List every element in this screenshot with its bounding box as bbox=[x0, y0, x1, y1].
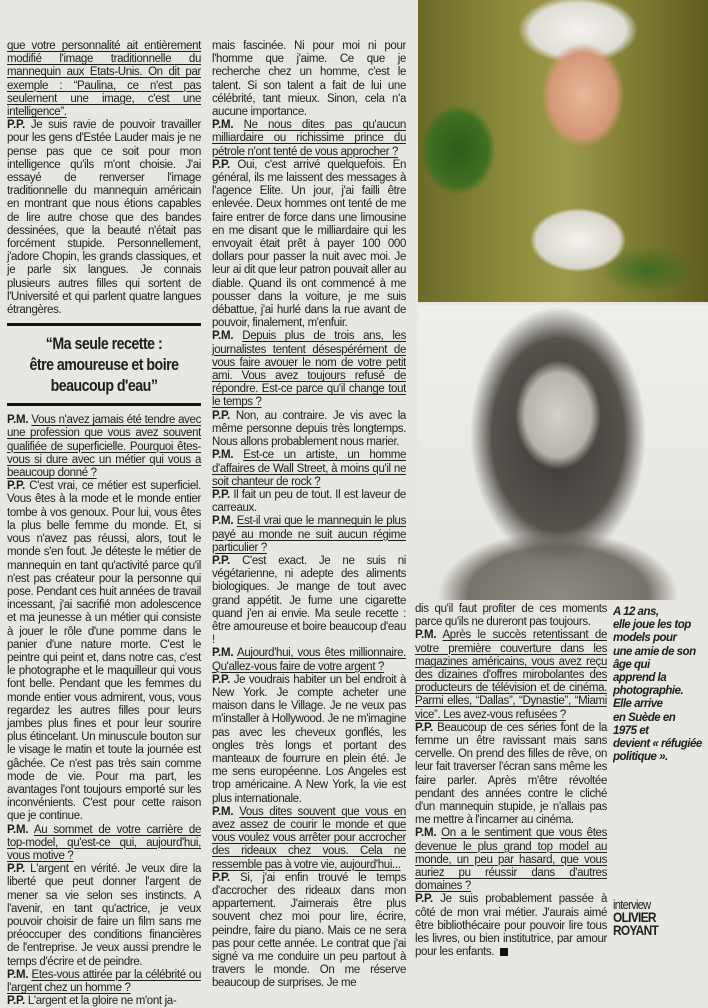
interviewee-answer bbox=[212, 410, 406, 450]
speaker-label: P.M. bbox=[212, 647, 234, 660]
speaker-label: P.P. bbox=[212, 554, 230, 567]
interviewee-answer bbox=[212, 40, 406, 119]
paragraph-text: Beaucoup de ces séries font de la femme un être ravissant mais sans cervelle. On prend des filles de rêve, on leur fait traverser l'écran sans même les faire parler. Après m'être révoltée pendant des années contre le cliché d'un mannequin stupide, je n'allais pas me mettre à l'incarner au cinéma. bbox=[415, 721, 607, 827]
interviewee-answer bbox=[212, 555, 406, 647]
section-rule bbox=[7, 403, 201, 406]
caption-line: photographie. bbox=[613, 685, 684, 698]
interviewer-question bbox=[212, 449, 406, 489]
speaker-label: P.M. bbox=[415, 827, 437, 840]
headline-line: “Ma seule recette : bbox=[45, 335, 163, 354]
speaker-label: P.M. bbox=[212, 119, 234, 132]
paragraph-text: Aujourd'hui, vous êtes millionnaire. Qu'allez-vous faire de votre argent ? bbox=[212, 647, 407, 673]
article-column-1 bbox=[7, 40, 201, 1008]
interviewer-question bbox=[7, 969, 201, 995]
interviewer-question bbox=[212, 515, 406, 555]
interviewer-question bbox=[7, 40, 201, 119]
section-rule bbox=[7, 323, 201, 326]
paragraph-text: Après le succès retentissant de votre première couverture dans les magazines américains, vous avez reçu des dizaines d'offres mirobolantes des producteurs de télévision et de cinéma. Parmi elles, “Dallas”, “Dynastie”, “Miami vice”. Les avez-vous refusées ? bbox=[415, 629, 607, 721]
childhood-portrait-photo bbox=[418, 305, 708, 600]
paragraph-text: Depuis plus de trois ans, les journalistes tentent désespérément de vous faire avouer le nom de votre petit ami. Vous avez toujours refusé de répondre. Est-ce parce qu'il change tout le temps ? bbox=[212, 330, 406, 409]
caption-line: elle joue les top bbox=[613, 619, 691, 632]
speaker-label: P.P. bbox=[212, 673, 230, 686]
paragraph-text: Est-il vrai que le mannequin le plus payé au monde ne suit aucun régime particulier ? bbox=[212, 515, 406, 554]
paragraph-text: Je suis probablement passée à côté de mon vrai métier. J'aurais aimé être bibliothécaire pour pouvoir lire tous les livres, ou bien institutrice, par amour pour les enfants. bbox=[415, 893, 607, 959]
caption-line: Elle arrive bbox=[613, 698, 663, 711]
interviewee-answer bbox=[212, 674, 406, 806]
pull-quote-headline bbox=[21, 334, 188, 397]
paragraph-text: Etes-vous attirée par la célébrité ou l'argent chez un homme ? bbox=[7, 968, 201, 994]
interviewee-answer bbox=[212, 159, 406, 331]
paragraph-text: Oui, c'est arrivé quelquefois. En général, ils me laissent des messages à l'agence Elite. Un jour, j'ai failli être enlevée. Deux hommes ont tenté de me faire entrer de force dans une limousine en me disant que le milliardaire qui les envoyait était prêt à payer 100 000 dollars pour passer la nuit avec moi. Je leur ai dit que leur patron pouvait aller au diable. Quand ils ont commencé à me pousser dans la voiture, je me suis débattue, j'ai hurlé dans la rue avant de pouvoir, finalement, m'enfuir. bbox=[212, 158, 406, 330]
speaker-label: P.M. bbox=[7, 968, 29, 981]
paragraph-text: Il fait un peu de tout. Il est laveur de carreaux. bbox=[212, 488, 406, 515]
paragraph-text: Si, j'ai enfin trouvé le temps d'accrocher des rideaux dans mon appartement. J'aimerais être plus souvent chez moi pour lire, écrire, peindre, faire du piano. Mais ce ne sera pas pour cette année. Le contrat que j'ai signé va me conduire un peu partout à travers le monde. On me réserve beaucoup de surprises. Je me bbox=[212, 871, 406, 990]
caption-line: A 12 ans, bbox=[613, 606, 659, 618]
speaker-label: P.M. bbox=[212, 330, 234, 343]
speaker-label: P.P. bbox=[212, 409, 230, 422]
headline-line: beaucoup d'eau” bbox=[50, 377, 158, 396]
interviewee-answer bbox=[415, 893, 607, 959]
end-mark bbox=[500, 948, 508, 956]
headline-line: être amoureuse et boire bbox=[29, 356, 179, 375]
speaker-label: P.M. bbox=[212, 449, 234, 462]
paragraph-text: Je suis ravie de pouvoir travailler pour les gens d'Estée Lauder mais je ne pense pas que ce soit pour mon intelligence qu'ils m'ont choisie. J'ai essayé de renverser l'image traditionnelle du mannequin américain en montrant que nous étions capables de lire autre chose que des bandes dessinées, que la beauté n'était pas forcément stupide. Personnellement, j'adore Chopin, les grands classiques, et je parle six langues. Je connais plusieurs autres filles qui sortent de l'Université et qui parlent quatre langues étrangères. bbox=[7, 119, 201, 317]
credit-label: interview bbox=[613, 897, 651, 912]
paragraph-text: Vous dites souvent que vous en avez assez de courir le monde et que vous voulez vous arrêter pour accrocher des rideaux chez vous. Cela ne ressemble pas à votre vie, aujourd'hui... bbox=[212, 805, 406, 871]
speaker-label: P.P. bbox=[415, 893, 433, 906]
interviewer-question bbox=[212, 806, 406, 872]
interviewee-answer bbox=[212, 489, 406, 515]
paragraph-text: Vous n'avez jamais été tendre avec une profession que vous avez souvent qualifiée de superficielle. Pourquoi êtes-vous si dure avec un métier qui vous a beaucoup donné ? bbox=[7, 414, 201, 480]
caption-line: une amie de son bbox=[613, 645, 696, 658]
speaker-label: P.P. bbox=[7, 995, 25, 1008]
speaker-label: P.M. bbox=[212, 805, 234, 818]
paragraph-text: mais fascinée. Ni pour moi ni pour l'homme que j'aime. Ce que je recherche chez un homme, c'est le talent. Si son talent a fait de lui une célébrité, tant mieux. Sinon, cela n'a aucune importance. bbox=[212, 40, 406, 119]
speaker-label: P.P. bbox=[212, 871, 230, 884]
speaker-label: P.M. bbox=[7, 414, 29, 427]
speaker-label: P.P. bbox=[415, 721, 433, 734]
speaker-label: P.P. bbox=[212, 488, 230, 501]
interviewee-answer bbox=[415, 603, 607, 629]
interviewee-answer bbox=[7, 119, 201, 317]
interviewee-answer bbox=[415, 722, 607, 828]
speaker-label: P.M. bbox=[7, 823, 29, 836]
speaker-label: P.P. bbox=[212, 158, 230, 171]
speaker-label: P.M. bbox=[415, 629, 437, 642]
paragraph-text: On a le sentiment que vous êtes devenue le plus grand top model au monde, un peu par hasard, que vous auriez pu réussir dans d'autres domaines ? bbox=[415, 827, 607, 893]
speaker-label: P.P. bbox=[7, 119, 25, 132]
paragraph-text: C'est exact. Je ne suis ni végétarienne, ni adepte des aliments biologiques. Je mange de tout avec grand appétit. Je fume une cigarette quand j'en ai envie. Ma seule recette : être amoureuse et boire beaucoup d'eau ! bbox=[212, 554, 406, 647]
paragraph-text: C'est vrai, ce métier est superficiel. Vous êtes à la mode et le monde entier tombe à vos genoux. Pour lui, vous êtes la plus belle femme du monde. Et, si vous n'avez pas réussi, alors, tout le monde s'en fout. Je déteste le métier de mannequin en tant qu'activité parce qu'il n'est pas créateur pour la personne qui pose. Pendant ces huit années de travail incessant, j'ai sacrifié mon adolescence et ma jeunesse à un métier qui consiste à jouer le rôle d'une pomme dans le panier d'une nature morte. C'est le peintre qui peint et, dans notre cas, c'est le photographe et le maquilleur qui vous font belle. Pendant que les femmes du monde entier vous admirent, vous, vous regardez les autres filles pour leurs jambes plus fines et pour leur sourire plus étincelant. Un minuscule bouton sur le visage le matin et toute la journée est gâchée. Ce n'est pas très sain comme mode de vie. Pour ma part, les avantages l'ont toujours emporté sur les inconvénients. C'est pour cette raison que je continue. bbox=[7, 480, 201, 823]
paragraph-text: Je voudrais habiter un bel endroit à New York. Je compte acheter une maison dans le Village. Je ne veux pas m'installer à Hollywood. Je ne m'imagine pas avec les cheveux gonflés, les ongles très longs et portant des manteaux de fourrure en plein été. Je me sens européenne. Los Angeles est trop américaine. A New York, la vie est plus internationale. bbox=[212, 673, 406, 805]
interviewer-question bbox=[415, 827, 607, 893]
paragraph-text: Au sommet de votre carrière de top-model, qu'est-ce qui, aujourd'hui, vous motive ? bbox=[7, 823, 201, 862]
caption-line: 1975 et bbox=[613, 724, 649, 737]
article-column-2 bbox=[212, 40, 406, 991]
credit-last-name: ROYANT bbox=[613, 922, 659, 938]
interviewee-answer bbox=[7, 863, 201, 969]
color-portrait-photo bbox=[418, 0, 708, 302]
interview-credit bbox=[613, 898, 658, 937]
speaker-label: P.P. bbox=[7, 863, 25, 876]
interviewer-question bbox=[212, 330, 406, 409]
caption-line: models pour bbox=[613, 632, 677, 645]
interviewee-answer bbox=[7, 995, 201, 1008]
interviewee-answer bbox=[212, 872, 406, 991]
interviewee-answer bbox=[7, 480, 201, 823]
article-column-3 bbox=[415, 603, 607, 959]
caption-line: âge qui bbox=[613, 658, 650, 671]
interviewer-question bbox=[212, 119, 406, 159]
paragraph-text: L'argent et la gloire ne m'ont ja- bbox=[27, 995, 177, 1008]
photo-caption bbox=[613, 606, 708, 764]
credit-first-name: OLIVIER bbox=[613, 909, 656, 925]
caption-line: en Suède en bbox=[613, 711, 676, 724]
paragraph-text: L'argent en vérité. Je veux dire la liberté que peut donner l'argent de mener sa vie selon ses instincts. A l'avenir, en tant qu'actrice, je veux pouvoir choisir de faire un film sans me préoccuper des conditions financières de l'entreprise. Je veux aussi prendre le temps d'écrire et de peindre. bbox=[7, 863, 201, 968]
paragraph-text: dis qu'il faut profiter de ces moments parce qu'ils ne dureront pas toujours. bbox=[415, 603, 607, 629]
paragraph-text: Ne nous dites pas qu'aucun milliardaire ou richissime prince du pétrole n'ont tenté de vous approcher ? bbox=[212, 119, 406, 158]
interviewer-question bbox=[7, 824, 201, 864]
speaker-label: P.P. bbox=[7, 480, 25, 493]
speaker-label: P.M. bbox=[212, 515, 234, 528]
paragraph-text: Non, au contraire. Je vis avec la même personne depuis très longtemps. Nous allons probablement nous marier. bbox=[212, 409, 406, 449]
caption-line: apprend la bbox=[613, 672, 667, 685]
caption-line: politique ». bbox=[613, 751, 668, 764]
paragraph-text: Est-ce un artiste, un homme d'affaires de Wall Street, à moins qu'il ne soit chanteur de rock ? bbox=[212, 449, 406, 488]
caption-line: devient « réfugiée bbox=[613, 738, 702, 751]
interviewer-question bbox=[415, 629, 607, 721]
paragraph-text: que votre personnalité ait entièrement modifié l'image traditionnelle du mannequin aux Etats-Unis. On dit par exemple : “Paulina, ce n'est pas seulement une image, c'est une intelligence”. bbox=[7, 40, 201, 119]
interviewer-question bbox=[7, 414, 201, 480]
interviewer-question bbox=[212, 647, 406, 673]
